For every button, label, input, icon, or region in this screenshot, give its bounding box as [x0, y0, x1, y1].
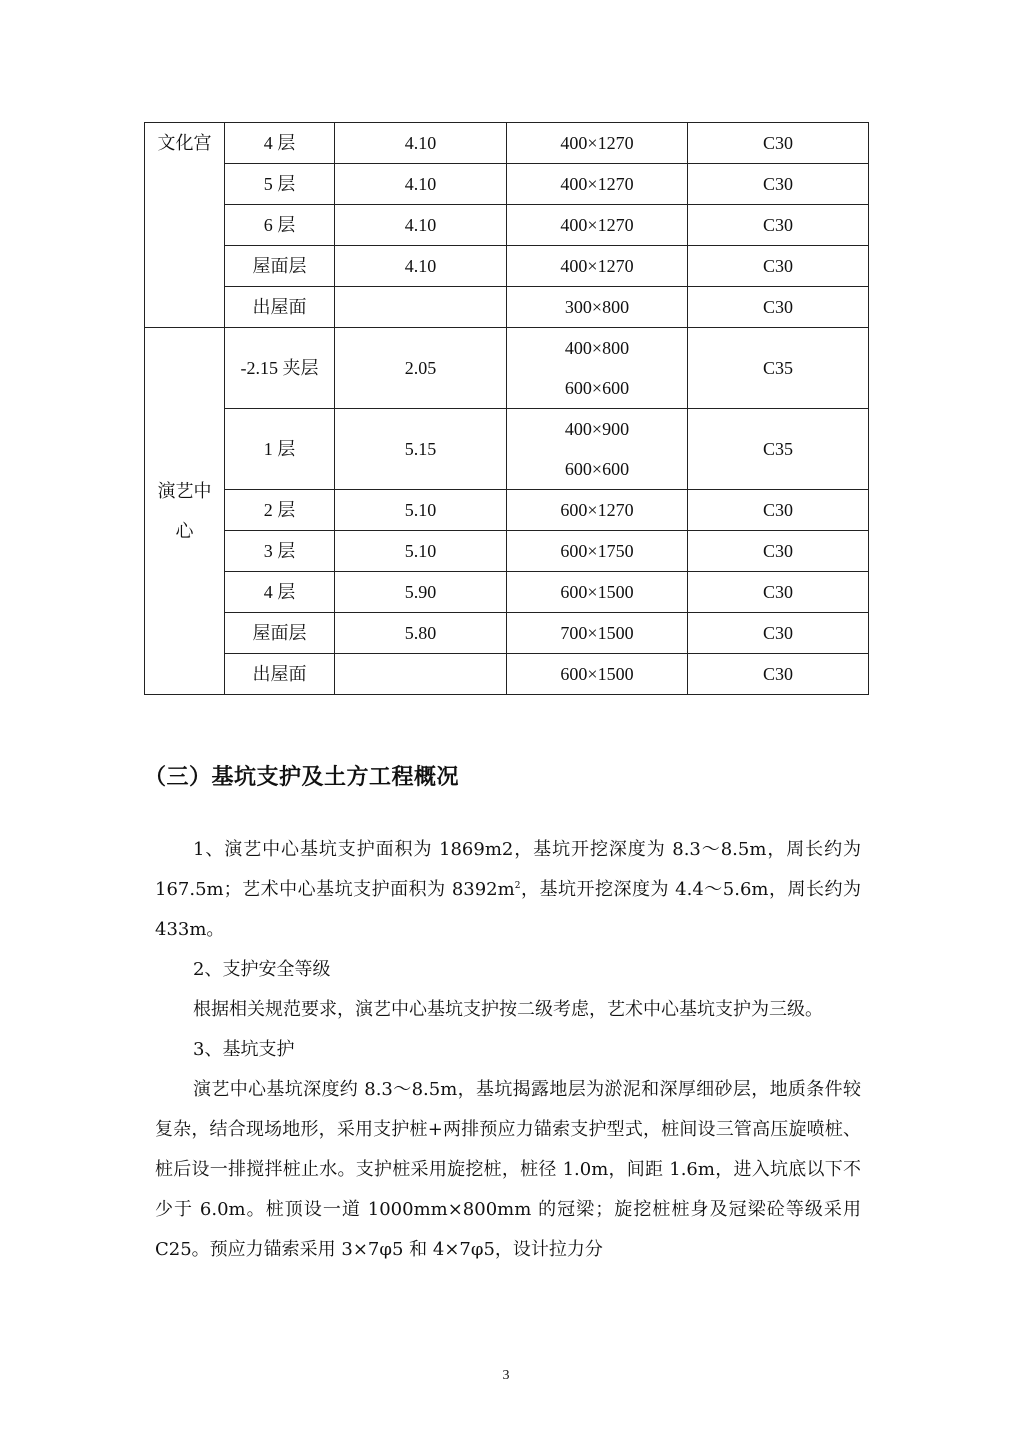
- paragraph-area-text-b: ，基坑开挖深度为 4.4～5.6m，周长约为 433m。: [155, 879, 861, 940]
- height-cell: [335, 287, 507, 328]
- table-row: [145, 164, 869, 205]
- grade-cell: C30: [688, 123, 869, 164]
- grade-cell: C30: [688, 287, 869, 328]
- height-cell: 5.90: [335, 572, 507, 613]
- group-name-performance-center: [145, 328, 225, 695]
- floor-cell: 4 层: [225, 123, 335, 164]
- size-cell: 300×800: [507, 287, 688, 328]
- paragraph-area: [155, 830, 861, 950]
- structure-table: [144, 122, 869, 695]
- table-row: [145, 490, 869, 531]
- size-line: 600×600: [564, 378, 630, 398]
- body-text: [155, 830, 861, 1270]
- height-cell: 4.10: [335, 164, 507, 205]
- height-cell: 2.05: [335, 328, 507, 409]
- paragraph-area-text-a: 1、演艺中心基坑支护面积为 1869m2，基坑开挖深度为 8.3～8.5m，周长约为 167.5m；艺术中心基坑支护面积为 8392m: [155, 839, 861, 900]
- size-cell: 600×1500: [507, 572, 688, 613]
- floor-cell: 1 层: [225, 409, 335, 490]
- table-row: [145, 572, 869, 613]
- size-cell: 600×1500: [507, 654, 688, 695]
- table-row: [145, 205, 869, 246]
- floor-cell: 屋面层: [225, 613, 335, 654]
- floor-cell: 4 层: [225, 572, 335, 613]
- size-cell: [507, 328, 688, 409]
- grade-cell: C30: [688, 164, 869, 205]
- grade-cell: C30: [688, 246, 869, 287]
- size-cell: 600×1270: [507, 490, 688, 531]
- floor-cell: -2.15 夹层: [225, 328, 335, 409]
- grade-cell: C30: [688, 490, 869, 531]
- grade-cell: C35: [688, 328, 869, 409]
- height-cell: 4.10: [335, 246, 507, 287]
- floor-cell: 出屋面: [225, 287, 335, 328]
- size-cell: [507, 409, 688, 490]
- table-row: [145, 328, 869, 409]
- paragraph-support-detail: 演艺中心基坑深度约 8.3～8.5m，基坑揭露地层为淤泥和深厚细砂层，地质条件较复杂，结合现场地形，采用支护桩+两排预应力锚索支护型式，桩间设三管高压旋喷桩、桩后设一排搅拌桩止水。支护桩采用旋挖桩，桩径 1.0m，间距 1.6m，进入坑底以下不少于 6.0m。桩顶设一道 1000mm×800mm 的冠梁；旋挖桩桩身及冠梁砼等级采用 C25。预应力锚索采用 3×7φ5 和 4×7φ5，设计拉力分: [155, 1079, 861, 1260]
- size-line: 400×800: [564, 338, 630, 358]
- section-heading: （三）基坑支护及土方工程概况: [144, 765, 460, 790]
- height-cell: 4.10: [335, 123, 507, 164]
- paragraph-safety-level: 根据相关规范要求，演艺中心基坑支护按二级考虑，艺术中心基坑支护为三级。: [193, 999, 823, 1020]
- paragraph-support-heading: 3、基坑支护: [193, 1039, 295, 1060]
- group-name-text: 演艺中心: [157, 481, 212, 541]
- superscript-2: 2: [514, 881, 521, 891]
- table-row: [145, 654, 869, 695]
- height-cell: 5.15: [335, 409, 507, 490]
- table-row: [145, 613, 869, 654]
- grade-cell: C30: [688, 613, 869, 654]
- height-cell: [335, 654, 507, 695]
- height-cell: 5.10: [335, 531, 507, 572]
- size-cell: 400×1270: [507, 123, 688, 164]
- table-row: [145, 123, 869, 164]
- grade-cell: C30: [688, 205, 869, 246]
- floor-cell: 屋面层: [225, 246, 335, 287]
- size-cell: 600×1750: [507, 531, 688, 572]
- size-cell: 400×1270: [507, 164, 688, 205]
- size-line: 400×900: [564, 419, 630, 439]
- grade-cell: C35: [688, 409, 869, 490]
- page-number: 3: [502, 1368, 510, 1383]
- floor-cell: 3 层: [225, 531, 335, 572]
- table-row: [145, 287, 869, 328]
- paragraph-safety-heading: 2、支护安全等级: [193, 959, 331, 980]
- floor-cell: 6 层: [225, 205, 335, 246]
- grade-cell: C30: [688, 572, 869, 613]
- grade-cell: C30: [688, 531, 869, 572]
- size-cell: 400×1270: [507, 205, 688, 246]
- group-name-culture-palace: 文化宫: [145, 123, 225, 328]
- floor-cell: 出屋面: [225, 654, 335, 695]
- table-row: [145, 531, 869, 572]
- table-row: [145, 409, 869, 490]
- height-cell: 4.10: [335, 205, 507, 246]
- table-row: [145, 246, 869, 287]
- size-line: 600×600: [564, 459, 630, 479]
- floor-cell: 5 层: [225, 164, 335, 205]
- size-cell: 400×1270: [507, 246, 688, 287]
- height-cell: 5.80: [335, 613, 507, 654]
- size-cell: 700×1500: [507, 613, 688, 654]
- grade-cell: C30: [688, 654, 869, 695]
- floor-cell: 2 层: [225, 490, 335, 531]
- height-cell: 5.10: [335, 490, 507, 531]
